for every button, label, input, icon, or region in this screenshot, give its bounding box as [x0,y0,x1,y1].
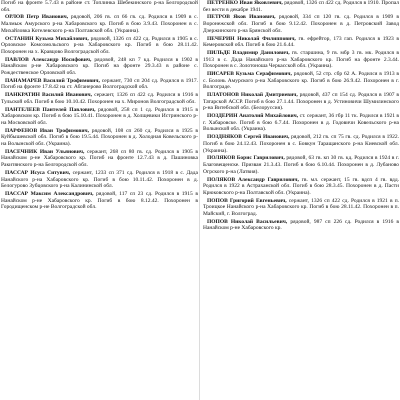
entry-text: рядовой, 258 сп 1 сд. Родился в 1915 в Хабаровском кр. Погиб в бою 15.10.41. Похоронен в д. Холщевики Истринского р-на Московской обл. [1,106,198,126]
entry-name: ПОЗДНЯКОВ Сергей Иванович, [207,134,290,141]
column-divider [199,0,200,400]
entry [1,191,198,211]
entry-text: сержант, 1326 сп 422 сд. Родился в 1921 в п. Троицкое Нанайского р-на Хабаровского кр. Погиб в бою 28.11.42. Похоронен в п. Майский, г. Волгоград. [203,197,400,217]
entry [203,36,399,49]
entry-name: ПОПОВ Николай Васильевич, [207,218,288,225]
entry-text: Погиб на фронте 5.7.43 в районе ст. Топлинка Шебекинского р-на Белгородской обл. [1,0,198,13]
entry-text: рядовой, 1326 сп 422 сд. Родился в 1910. Пропал без вести в декабре 1941. [203,0,400,13]
entry-text: рядовой, 117 сп 23 сд. Родился в 1915 в Нанайском р-не Хабаровского кр. Погиб в бою 8.12.42. Похоронен в Городищенском р-не Волгоградской обл. [1,191,198,211]
entry-name: ОРЛОВ Петр Иванович, [5,14,69,21]
entry [203,71,399,91]
entry-text: рядовой, 108 сп 260 сд. Родился в 1925 в Куйбышевской обл. Погиб в бою 19.5.44. Похоронен в д. Холодная Ковельского р-на Волынской обл. (Украина). [1,127,198,147]
entry [1,78,198,91]
entry-text: рядовой, 987 сп 226 сд. Родился в 1916 в Нанайском р-не Хабаровского кр. [203,218,400,232]
entry-text: рядовой, 334 сп 120 гв. сд. Родился в 1909 в Воронежской обл. Погиб в бою 9.12.42. Похоронен в д. Петровский Завод Дзержинского р-на Брянской обл. [203,14,399,34]
entry-name: ПОЗДЕРИН Анатолий Михайлович, [207,113,299,120]
entry-name: ПОПОВ Григорий Евгеньевич, [207,197,287,204]
entry [203,219,399,232]
entry [203,92,399,112]
entry [1,128,198,148]
entry-name: ПАСЕЧНИК Иван Ульянович, [5,148,85,155]
entry-name: ПОЛЯКОВ Борис Гаврилович, [207,155,285,162]
entry [203,177,399,197]
entry [203,198,399,218]
entry-name: ОСТАНИН Кузьма Михайлович, [5,35,89,42]
entry [1,107,198,127]
entry-name: ПЕЧЕРИН Николай Филиппович, [207,35,296,42]
entry-name: ПАССАР Исуса Ситувич, [5,169,71,176]
right-column [203,0,399,233]
entry [1,0,198,13]
entry [1,170,198,190]
entry-text: сержант, 730 сп 204 сд. Родился в 1917. Погиб на фронте 17.8.42 на ст. Абганерово Волгоградской обл. [1,77,198,91]
entry [203,0,399,13]
entry-name: ПОЛЯКОВ Александр Гаврилович, [207,176,299,183]
entry [1,57,198,77]
entry-text: гв. ефрейтор, 173 гап. Родился в 1923 в Кемеровской обл. Погиб в бою 21.6.44. [203,35,400,49]
entry-text: сержант, 268 сп 80 гв. сд. Родился в 1905 в Нанайском р-не Хабаровского кр. Погиб на фронте 12.7.43 в д. Пашиновка Ракитянского р-на Белгородской обл. [1,148,198,169]
entry-text: сержант, 1326 сп 422 сд. Родился в 1916 в Тульской обл. Погиб в бою 10.10.42. Похоронен на х. Миронов Волгоградской обл. [1,92,199,105]
entry-text: рядовой, 437 сп 154 сд. Родился в 1907 в Татарской АССР. Погиб в бою 27.1.44. Похоронен в д. Устиновичи Шумилинского р-на Витебской обл. (Белоруссия). [203,92,399,112]
entry-text: рядовой, 212 гв. сп 75 гв. сд. Родился в 1922. Погиб в бою 24.12.43. Похоронен в с. Бовкун Таращанского р-на Киевской обл. (Украина). [203,134,400,154]
entry-name: ПАВЛОВ Александр Иосифович, [5,56,92,63]
entry [1,92,198,105]
entry-text: сержант, 1233 сп 371 сд. Родился в 1918 в с. Дада Нанайского р-на Хабаровского кр. Погиб в бою 10.11.42. Похоронен в д. Белогурово Зубцовского р-на Калининской обл. [1,169,198,190]
entry-text: рядовой, 206 гв. сп 66 гв. сд. Родился в 1909 в с. Малмыж Амурского р-на Хабаровского кр. Погиб в бою 3.9.43. Похоронен в с. Михайловка Котелевского р-на Полтавской обл. (Украина). [1,14,198,34]
entry-text: рядовой, 63 гв. кп 30 гв. кд. Родился в 1924 в г. Благовещенске. Призван 21.3.43. Погиб в бою 6.10.44. Похоронен в д. Лубаново Огрского р-на (Латвия). [203,155,399,175]
entry-name: ПАНКРАТИН Василий Иванович, [5,92,93,99]
entry [203,50,399,70]
entry-name: ПАРФЕНОВ Иван Трофимович, [5,127,89,134]
entry [203,155,399,175]
entry-name: ПАССАР Максим Александрович, [5,191,94,197]
entry [1,14,198,34]
entry-name: ПЛАТОНОВ Николай Дмитриевич, [207,92,298,99]
entry-text: рядовой, 248 кп 7 кд. Родился в 1902 в Нанайском р-не Хабаровского кр. Погиб на фронте 29.3.43 в районе с. Рождественское Орловской обл. [1,56,198,76]
entry-text: гв. мл. сержант, 15 гв. вдсп 4 гв. вдд. Родился в 1922 в Астраханской обл. Погиб в бою 28.3.45. Похоронен в д. Пасти Крюковского р-на Полтавской обл. (Украина). [203,176,400,196]
entry-name: ПЕТРОВ Яков Иванович, [207,14,276,21]
entry-text: ст. сержант, 36 гбр 11 тк. Родился в 1921 в г. Хабаровске. Погиб в бою 6.7.44. Похоронен в д. Годовичи Ковельского р-на Волынской обл. (Украина). [203,113,399,133]
entry-name: ПЕТРЕНКО Иван Яковлевич, [207,0,283,6]
entry [203,14,399,34]
entry-text: рядовой, 52 стр. сбр 62 А. Родился в 1913 в с. Болонь Амурского р-на Хабаровского кр. Погиб в бою 26.9.42. Похоронен в г. Волгограде. [203,71,400,91]
entry-name: ПИЛЬДЕ Владимир Данилович, [207,50,290,57]
entry [1,149,198,169]
entry-text: гв. старшина, 9 гв. мбр 3 гв. мк. Родился в 1913 в с. Дада Нанайского р-на Хабаровского кр. Погиб на фронте 2.3.44. Похоронен в с. Золотоноша Черкасской обл. (Украина). [203,50,399,70]
entry [203,134,399,154]
left-column [1,0,198,212]
entry [203,113,399,133]
entry-name: ПАНАМАРЕВ Василий Трофимович, [5,77,100,84]
entry-name: ПАНТЕЛЕЕВ Пантелей Павлович, [5,106,96,113]
entry [1,36,198,56]
entry-text: рядовой, 1326 сп 422 сд. Родился в 1905 в с. Орловское Комсомольского р-на Хабаровского кр. Погиб в бою 28.11.42. Похоронен на х. Кравцово Волгоградской обл. [1,35,199,55]
entry-name: ПИСАРЕВ Кузьма Серафимович, [207,71,292,78]
